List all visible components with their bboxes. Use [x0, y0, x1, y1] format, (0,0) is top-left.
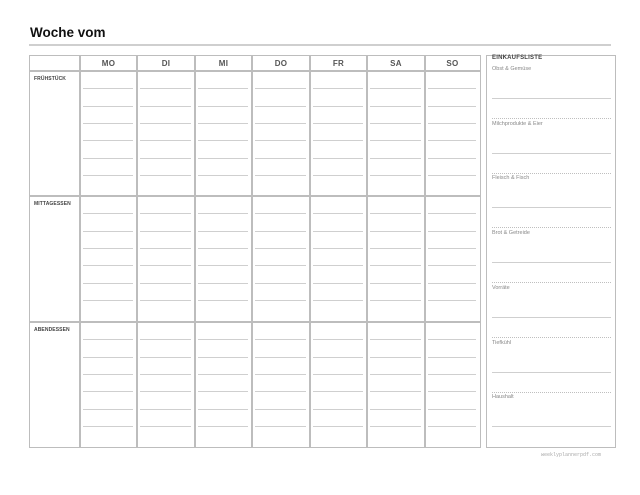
writing-line[interactable] [370, 88, 421, 89]
writing-line[interactable] [198, 213, 248, 214]
writing-line[interactable] [140, 123, 191, 124]
category-separator [492, 282, 611, 283]
writing-line[interactable] [83, 265, 133, 266]
writing-line[interactable] [428, 409, 476, 410]
writing-line[interactable] [370, 426, 421, 427]
writing-line[interactable] [140, 339, 191, 340]
writing-line[interactable] [255, 88, 306, 89]
writing-line[interactable] [428, 426, 476, 427]
writing-line[interactable] [83, 106, 133, 107]
writing-line[interactable] [428, 158, 476, 159]
day-header-mo: MO [101, 59, 116, 68]
shopping-list [486, 55, 616, 448]
writing-line[interactable] [313, 265, 363, 266]
day-header-di: DI [161, 59, 171, 68]
writing-line[interactable] [313, 158, 363, 159]
writing-line[interactable] [313, 391, 363, 392]
writing-line[interactable] [255, 374, 306, 375]
writing-line[interactable] [370, 374, 421, 375]
writing-line[interactable] [198, 88, 248, 89]
writing-line[interactable] [198, 140, 248, 141]
meal-label-1: MITTAGESSEN [34, 201, 71, 207]
writing-line[interactable] [255, 158, 306, 159]
writing-line[interactable] [313, 140, 363, 141]
writing-line[interactable] [140, 374, 191, 375]
writing-line[interactable] [428, 339, 476, 340]
writing-line[interactable] [370, 339, 421, 340]
shopping-writing-line[interactable] [492, 372, 611, 373]
column-divider [309, 56, 311, 447]
writing-line[interactable] [83, 213, 133, 214]
shopping-writing-line[interactable] [492, 262, 611, 263]
writing-line[interactable] [370, 213, 421, 214]
category-separator [492, 227, 611, 228]
writing-line[interactable] [83, 248, 133, 249]
writing-line[interactable] [140, 231, 191, 232]
writing-line[interactable] [370, 391, 421, 392]
shopping-writing-line[interactable] [492, 98, 611, 99]
writing-line[interactable] [140, 248, 191, 249]
category-separator [492, 173, 611, 174]
writing-line[interactable] [255, 300, 306, 301]
shopping-category-2: Fleisch & Fisch [492, 175, 530, 182]
writing-line[interactable] [198, 248, 248, 249]
writing-line[interactable] [255, 391, 306, 392]
writing-line[interactable] [313, 123, 363, 124]
writing-line[interactable] [428, 140, 476, 141]
writing-line[interactable] [198, 391, 248, 392]
writing-line[interactable] [198, 409, 248, 410]
writing-line[interactable] [370, 357, 421, 358]
writing-line[interactable] [370, 409, 421, 410]
writing-line[interactable] [428, 357, 476, 358]
writing-line[interactable] [140, 140, 191, 141]
category-separator [492, 118, 611, 119]
writing-line[interactable] [313, 106, 363, 107]
writing-line[interactable] [140, 426, 191, 427]
writing-line[interactable] [83, 88, 133, 89]
shopping-writing-line[interactable] [492, 207, 611, 208]
writing-line[interactable] [370, 248, 421, 249]
writing-line[interactable] [370, 106, 421, 107]
column-divider [194, 56, 196, 447]
writing-line[interactable] [83, 140, 133, 141]
writing-line[interactable] [255, 213, 306, 214]
writing-line[interactable] [313, 409, 363, 410]
writing-line[interactable] [428, 175, 476, 176]
writing-line[interactable] [255, 426, 306, 427]
meal-planner-grid [29, 55, 481, 448]
writing-line[interactable] [370, 300, 421, 301]
writing-line[interactable] [313, 213, 363, 214]
writing-line[interactable] [83, 409, 133, 410]
writing-line[interactable] [83, 300, 133, 301]
meal-label-2: ABENDESSEN [34, 327, 70, 333]
category-separator [492, 337, 611, 338]
writing-line[interactable] [255, 409, 306, 410]
writing-line[interactable] [313, 339, 363, 340]
writing-line[interactable] [255, 123, 306, 124]
writing-line[interactable] [370, 158, 421, 159]
writing-line[interactable] [198, 123, 248, 124]
meal-label-0: FRÜHSTÜCK [34, 76, 67, 82]
writing-line[interactable] [370, 231, 421, 232]
writing-line[interactable] [313, 175, 363, 176]
writing-line[interactable] [428, 123, 476, 124]
writing-line[interactable] [198, 283, 248, 284]
shopping-category-1: Milchprodukte & Eier [492, 120, 543, 127]
writing-line[interactable] [370, 123, 421, 124]
shopping-category-6: Haushalt [492, 394, 514, 401]
writing-line[interactable] [428, 248, 476, 249]
shopping-category-3: Brot & Getreide [492, 230, 530, 237]
writing-line[interactable] [428, 88, 476, 89]
writing-line[interactable] [313, 426, 363, 427]
writing-line[interactable] [428, 265, 476, 266]
writing-line[interactable] [140, 106, 191, 107]
writing-line[interactable] [370, 175, 421, 176]
writing-line[interactable] [255, 357, 306, 358]
writing-line[interactable] [198, 158, 248, 159]
writing-line[interactable] [83, 391, 133, 392]
shopping-writing-line[interactable] [492, 426, 611, 427]
footer-url: weeklyplannerpdf.com [541, 452, 602, 458]
day-header-mi: MI [218, 59, 229, 68]
writing-line[interactable] [370, 140, 421, 141]
writing-line[interactable] [83, 374, 133, 375]
page-title: Woche vom [30, 25, 106, 40]
shopping-writing-line[interactable] [492, 153, 611, 154]
writing-line[interactable] [428, 391, 476, 392]
shopping-category-0: Obst & Gemüse [492, 66, 532, 72]
title-rule [29, 44, 611, 46]
writing-line[interactable] [140, 409, 191, 410]
writing-line[interactable] [255, 248, 306, 249]
shopping-writing-line[interactable] [492, 317, 611, 318]
writing-line[interactable] [198, 426, 248, 427]
column-divider [79, 56, 81, 447]
shopping-category-5: Tiefkühl [492, 339, 512, 346]
writing-line[interactable] [140, 158, 191, 159]
writing-line[interactable] [83, 283, 133, 284]
shopping-list-title: EINKAUFSLISTE [492, 55, 543, 61]
writing-line[interactable] [428, 106, 476, 107]
column-divider [424, 56, 426, 447]
writing-line[interactable] [140, 300, 191, 301]
writing-line[interactable] [140, 175, 191, 176]
writing-line[interactable] [313, 283, 363, 284]
writing-line[interactable] [83, 175, 133, 176]
column-divider [366, 56, 368, 447]
writing-line[interactable] [428, 374, 476, 375]
writing-line[interactable] [428, 213, 476, 214]
writing-line[interactable] [83, 357, 133, 358]
day-header-so: SO [446, 59, 459, 68]
writing-line[interactable] [313, 231, 363, 232]
column-divider [136, 56, 138, 447]
writing-line[interactable] [255, 140, 306, 141]
day-header-sa: SA [390, 59, 402, 68]
category-separator [492, 392, 611, 393]
writing-line[interactable] [83, 339, 133, 340]
writing-line[interactable] [313, 357, 363, 358]
writing-line[interactable] [428, 283, 476, 284]
writing-line[interactable] [198, 357, 248, 358]
writing-line[interactable] [428, 231, 476, 232]
writing-line[interactable] [313, 374, 363, 375]
row-divider [30, 195, 480, 197]
writing-line[interactable] [140, 213, 191, 214]
writing-line[interactable] [140, 283, 191, 284]
row-divider [30, 321, 480, 323]
writing-line[interactable] [313, 248, 363, 249]
column-divider [251, 56, 253, 447]
writing-line[interactable] [198, 300, 248, 301]
writing-line[interactable] [140, 265, 191, 266]
writing-line[interactable] [140, 88, 191, 89]
writing-line[interactable] [255, 265, 306, 266]
writing-line[interactable] [198, 339, 248, 340]
writing-line[interactable] [198, 175, 248, 176]
writing-line[interactable] [255, 175, 306, 176]
shopping-category-4: Vorräte [492, 284, 510, 291]
writing-line[interactable] [140, 357, 191, 358]
writing-line[interactable] [370, 265, 421, 266]
writing-line[interactable] [83, 158, 133, 159]
writing-line[interactable] [428, 300, 476, 301]
day-header-do: DO [274, 59, 288, 68]
writing-line[interactable] [83, 231, 133, 232]
writing-line[interactable] [198, 106, 248, 107]
day-header-fr: FR [332, 59, 345, 68]
writing-line[interactable] [313, 88, 363, 89]
writing-line[interactable] [198, 265, 248, 266]
writing-line[interactable] [255, 231, 306, 232]
writing-line[interactable] [83, 426, 133, 427]
writing-line[interactable] [198, 231, 248, 232]
writing-line[interactable] [198, 374, 248, 375]
writing-line[interactable] [255, 106, 306, 107]
writing-line[interactable] [83, 123, 133, 124]
writing-line[interactable] [255, 339, 306, 340]
writing-line[interactable] [370, 283, 421, 284]
writing-line[interactable] [255, 283, 306, 284]
writing-line[interactable] [140, 391, 191, 392]
writing-line[interactable] [313, 300, 363, 301]
